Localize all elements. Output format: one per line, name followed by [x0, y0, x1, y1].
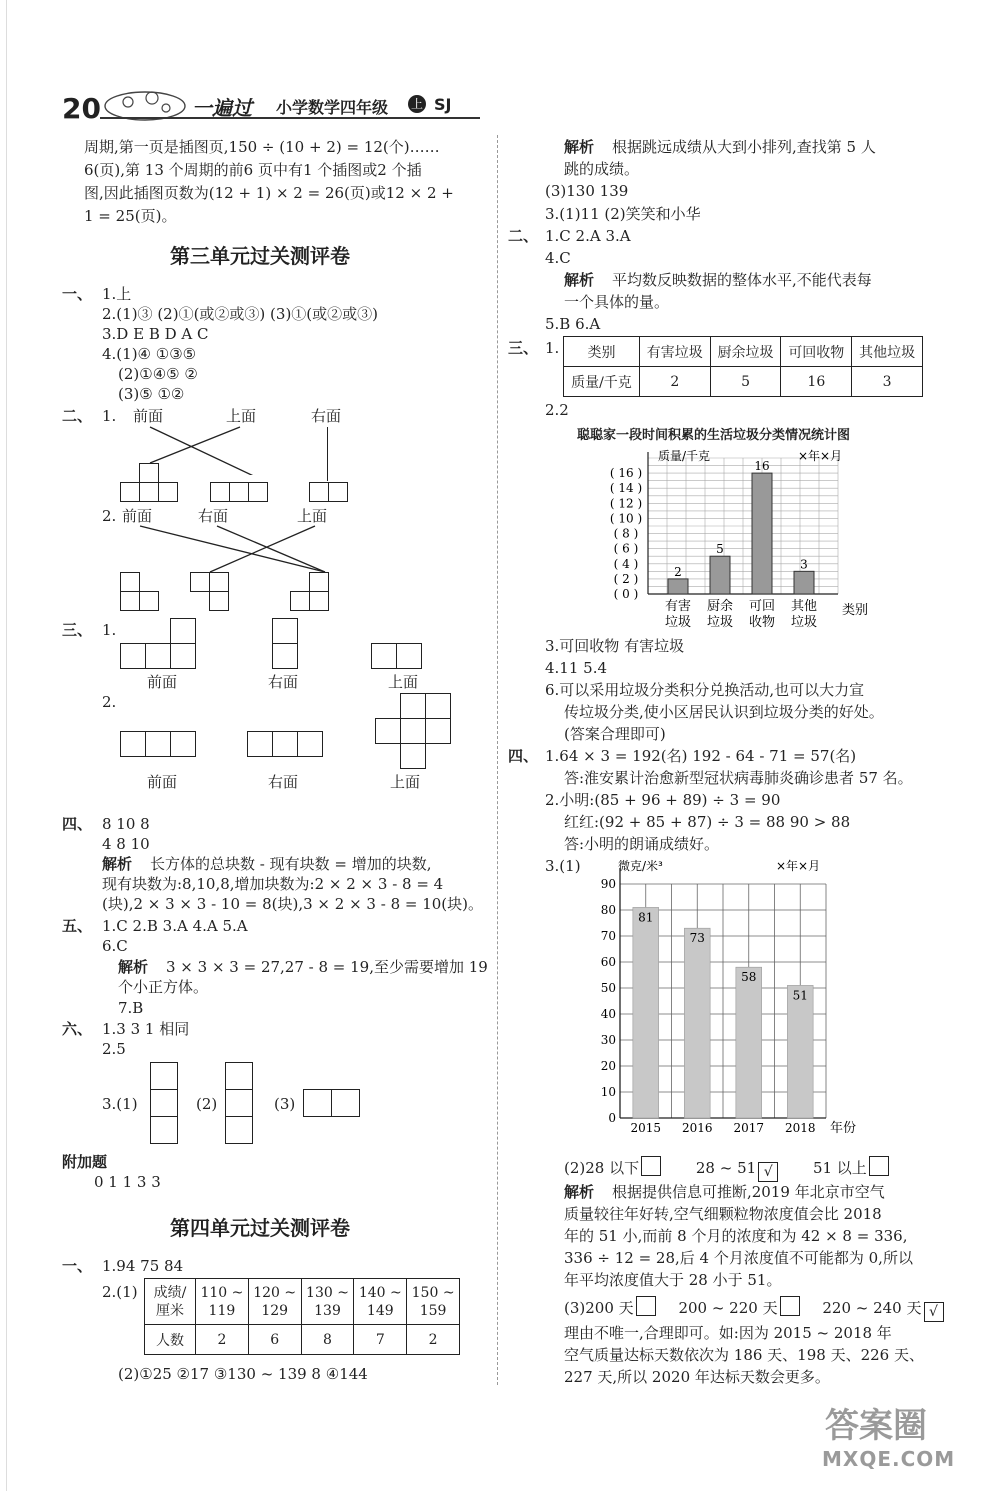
cube-face [272, 618, 298, 644]
cube-face [396, 643, 422, 669]
grade-badge: 上 [408, 95, 426, 113]
answer-line: 2.(1)③ (2)①(或②或③) (3)①(或②或③) [102, 305, 378, 323]
question-number: 3.(1) [545, 857, 581, 875]
intro-line: 1 = 25(页)。 [84, 207, 177, 225]
category-label: 其他 [790, 599, 818, 614]
analysis-text: 336 ÷ 12 = 28,后 4 个月浓度值不可能都为 0,所以 [564, 1249, 913, 1267]
chart1 [590, 444, 880, 634]
answer-line: 传垃圾分类,使小区居民认识到垃圾分类的好处。 [564, 703, 884, 721]
cube-face [400, 743, 426, 769]
section-number: 一、 [62, 285, 93, 303]
question-number: 1. [545, 339, 560, 357]
choice-checkbox[interactable] [641, 1156, 661, 1176]
choice-label: 220 ~ 240 天 [822, 1299, 922, 1317]
category-label: 2018 [784, 1121, 816, 1135]
choice-label: (2)28 以下 [564, 1159, 640, 1177]
choice-checkbox[interactable] [780, 1296, 800, 1316]
answer-line: 2.小明:(85 + 96 + 89) ÷ 3 = 90 [545, 791, 781, 809]
y-tick-label: 60 [600, 955, 616, 969]
table-cell: 人数 [145, 1325, 196, 1355]
bar [710, 556, 730, 594]
reason-text: 空气质量达标天数依次为 186 天、198 天、226 天、 [564, 1346, 924, 1364]
cube-face [170, 618, 196, 644]
reason-text: 理由不唯一,合理即可。如:因为 2015 ~ 2018 年 [564, 1324, 892, 1342]
data-label: 73 [689, 931, 705, 946]
analysis-label: 解析 [118, 958, 149, 976]
question-number: 2. [102, 693, 117, 711]
cube-face [425, 693, 451, 719]
table-header-cell: 可回收物 [781, 337, 852, 367]
intro-line: 图,因此插图页数为(12 + 1) × 2 = 26(页)或12 × 2 + [84, 184, 454, 202]
section-number: 四、 [62, 815, 93, 833]
column-divider [497, 135, 498, 1385]
data-label: 58 [741, 970, 757, 985]
cube-face [309, 482, 329, 502]
y-tick-label: ( 14 ) [609, 481, 643, 496]
answer-line: 1.C 2.A 3.A [545, 227, 631, 245]
left-margin-line [6, 0, 7, 1491]
question-number: 2. [102, 507, 117, 525]
y-tick-label: ( 0 ) [613, 587, 639, 601]
y-tick-label: ( 10 ) [609, 511, 643, 526]
table-header-cell: 140 ~ 149 [354, 1279, 407, 1325]
analysis-text: 年的 51 小,而前 8 个月的浓度和为 42 × 8 = 336, [564, 1227, 908, 1245]
section-number: 一、 [62, 1257, 93, 1275]
cube-face [225, 1116, 253, 1144]
table-header-cell: 其他垃圾 [852, 337, 923, 367]
garbage-table [563, 336, 923, 397]
question-number: 2.(1) [102, 1283, 138, 1301]
header-rule [100, 117, 480, 119]
answer-line: 4.11 5.4 [545, 659, 608, 677]
answer-line: 1.上 [102, 285, 132, 303]
data-label: 2 [674, 564, 682, 579]
answer-line: 5.B 6.A [545, 315, 601, 333]
table-cell: 5 [710, 367, 781, 397]
y-tick-label: ( 12 ) [609, 496, 643, 511]
table-header-cell: 120 ~ 129 [248, 1279, 301, 1325]
cube-face [209, 572, 229, 592]
question-number: (2) [196, 1095, 218, 1113]
cube-face [158, 482, 178, 502]
view-label: 前面 [122, 507, 153, 525]
analysis-text: 长方体的总块数 - 现有块数 = 增加的块数, [150, 855, 432, 873]
cube-face [303, 1089, 332, 1117]
cube-face [139, 591, 159, 611]
table-cell: 2 [196, 1325, 249, 1355]
table-cell: 2 [639, 367, 710, 397]
question-number: 1. [102, 621, 117, 639]
view-label: 右面 [268, 773, 299, 791]
answer-line: (2)①25 ②17 ③130 ~ 139 8 ④144 [118, 1365, 368, 1383]
answer-line: (3)130 139 [545, 182, 629, 200]
section-number: 三、 [508, 339, 539, 357]
view-label: 右面 [311, 407, 342, 425]
answer-line: 6.可以采用垃圾分类积分兑换活动,也可以大力宣 [545, 681, 865, 699]
table-cell: 16 [781, 367, 852, 397]
category-label: 2016 [681, 1121, 713, 1135]
table-header-cell: 类别 [564, 337, 640, 367]
table-header-cell: 厨余垃圾 [710, 337, 781, 367]
cube-face [120, 572, 140, 592]
cube-face [190, 572, 210, 592]
cube-face [210, 482, 230, 502]
table-cell: 质量/千克 [564, 367, 640, 397]
cube-face [371, 643, 397, 669]
cube-face [309, 591, 329, 611]
analysis-text: 3 × 3 × 3 = 27,27 - 8 = 19,至少需要增加 19 [166, 958, 488, 976]
analysis-text: 年平均浓度值大于 28 小于 51。 [564, 1271, 782, 1289]
view-label: 上面 [388, 673, 419, 691]
table-header-cell: 有害垃圾 [639, 337, 710, 367]
data-label: 81 [638, 910, 654, 925]
cube-face [400, 693, 426, 719]
choice-label: 51 以上 [812, 1159, 867, 1177]
table-header-cell: 150 ~ 159 [407, 1279, 460, 1325]
intro-line: 6(页),第 13 个周期的前6 页中有1 个插图或2 个插 [84, 161, 422, 179]
chart1-title: 聪聪家一段时间积累的生活垃圾分类情况统计图 [577, 428, 851, 443]
answer-line: 1.3 3 1 相同 [102, 1020, 190, 1038]
section-number: 五、 [62, 917, 93, 935]
cube-face [375, 718, 401, 744]
choice-checkbox[interactable]: √ [758, 1162, 778, 1182]
y-tick-label: 50 [600, 981, 616, 995]
cube-face [272, 731, 298, 757]
cube-face [272, 643, 298, 669]
bar [684, 928, 710, 1118]
data-label: 3 [800, 557, 808, 572]
question-number: 1. [102, 407, 117, 425]
view-label: 前面 [147, 773, 178, 791]
y-axis-label: 微克/米³ [618, 859, 663, 873]
brand-logo: 一遍过 [192, 96, 252, 120]
cube-face [120, 731, 146, 757]
cube-face [150, 1116, 178, 1144]
cube-face [145, 643, 171, 669]
answer-line: 答:淮安累计治愈新型冠状病毒肺炎确诊患者 57 名。 [564, 769, 913, 787]
watermark-url: MXQE.COM [822, 1447, 956, 1471]
analysis-text: 根据提供信息可推断,2019 年北京市空气 [612, 1183, 885, 1201]
cube-face [229, 482, 249, 502]
category-label: 2017 [733, 1121, 765, 1135]
bar [794, 571, 814, 594]
analysis-label: 解析 [564, 138, 595, 156]
y-tick-label: ( 6 ) [613, 541, 639, 556]
table-cell: 8 [301, 1325, 354, 1355]
y-tick-label: ( 2 ) [613, 571, 639, 586]
bonus-title: 附加题 [62, 1153, 108, 1171]
bar [633, 907, 659, 1118]
x-axis-label: 类别 [842, 603, 869, 618]
cube-face [139, 482, 159, 502]
answer-line: 1.94 75 84 [102, 1257, 184, 1275]
section-number: 二、 [508, 227, 539, 245]
answer-line: 4.(1)④ ①③⑤ [102, 345, 197, 363]
category-label: 垃圾 [790, 615, 818, 630]
y-tick-label: ( 4 ) [613, 556, 639, 571]
table-header-cell: 130 ~ 139 [301, 1279, 354, 1325]
answer-line: 1.64 × 3 = 192(名) 192 - 64 - 71 = 57(名) [545, 747, 857, 765]
score-table [144, 1278, 460, 1355]
answer-line: 4.C [545, 249, 571, 267]
cube-face [309, 572, 329, 592]
view-label: 前面 [133, 407, 164, 425]
analysis-label: 解析 [564, 271, 595, 289]
answer-line: 答:小明的朗诵成绩好。 [564, 835, 720, 853]
view-label: 右面 [198, 507, 229, 525]
answer-line: 3.可回收物 有害垃圾 [545, 637, 685, 655]
y-axis-label: 质量/千克 [658, 449, 711, 463]
intro-line: 周期,第一页是插图页,150 ÷ (10 + 2) = 12(个)…… [84, 138, 440, 156]
cube-face [247, 731, 273, 757]
y-tick-label: 30 [600, 1033, 616, 1047]
date-note: ×年×月 [776, 859, 821, 873]
cube-face [120, 482, 140, 502]
analysis-text: 根据跳远成绩从大到小排列,查找第 5 人 [612, 138, 876, 156]
answer-line: 3.(1)11 (2)笑笑和小华 [545, 205, 701, 223]
question-number: (3) [274, 1095, 296, 1113]
view-label: 上面 [226, 407, 257, 425]
x-axis-label: 年份 [830, 1121, 857, 1136]
cube-face [139, 463, 159, 483]
edition: SJ [434, 95, 452, 114]
cube-face [150, 1062, 178, 1090]
analysis-text: 平均数反映数据的整体水平,不能代表每 [612, 271, 872, 289]
analysis-text: 一个具体的量。 [564, 293, 670, 311]
section-number: 三、 [62, 621, 93, 639]
y-tick-label: 0 [608, 1111, 616, 1125]
answer-line: 2.2 [545, 401, 569, 419]
matching-lines [110, 425, 290, 475]
bonus-answer: 0 1 1 3 3 [94, 1173, 161, 1191]
analysis-label: 解析 [102, 855, 133, 873]
view-label: 前面 [147, 673, 178, 691]
choice-checkbox[interactable] [869, 1156, 889, 1176]
answer-line: 8 10 8 [102, 815, 150, 833]
answer-line: (答案合理即可) [564, 725, 666, 743]
answer-line: 6.C [102, 937, 128, 955]
category-label: 2015 [630, 1121, 662, 1135]
cube-face [290, 591, 310, 611]
cube-face [297, 731, 323, 757]
section-number: 二、 [62, 407, 93, 425]
analysis-label: 解析 [564, 1183, 595, 1201]
reason-text: 227 天,所以 2020 年达标天数会更多。 [564, 1368, 830, 1386]
analysis-text: (块),2 × 3 × 3 - 10 = 8(块),3 × 2 × 3 - 8 = 10(块)。 [102, 895, 484, 913]
answer-line: 7.B [118, 999, 144, 1017]
y-tick-label: 20 [600, 1059, 616, 1073]
y-tick-label: 40 [600, 1007, 616, 1021]
category-label: 垃圾 [706, 615, 734, 630]
y-tick-label: 70 [600, 929, 616, 943]
data-label: 5 [716, 542, 724, 557]
bar [752, 473, 772, 594]
cube-face [170, 731, 196, 757]
bar [787, 985, 813, 1118]
table-cell: 7 [354, 1325, 407, 1355]
data-label: 51 [792, 988, 808, 1003]
cube-face [170, 643, 196, 669]
answer-line: (3)⑤ ①② [118, 385, 185, 403]
section-number: 六、 [62, 1020, 93, 1038]
choice-row [564, 1296, 944, 1322]
cube-face [400, 718, 426, 744]
y-tick-label: 80 [600, 903, 616, 917]
y-tick-label: ( 8 ) [613, 526, 639, 541]
cube-face [120, 643, 146, 669]
watermark-logo: 答案圈 [825, 1406, 927, 1446]
choice-checkbox[interactable]: √ [924, 1302, 944, 1322]
analysis-text: 现有块数为:8,10,8,增加块数为:2 × 2 × 3 - 8 = 4 [102, 875, 444, 893]
cube-face [248, 482, 268, 502]
analysis-text: 个小正方体。 [118, 978, 209, 996]
answer-line: 2.5 [102, 1040, 126, 1058]
section-number: 四、 [508, 747, 539, 765]
table-header-cell: 成绩/厘米 [145, 1279, 196, 1325]
answer-line: 3.D E B D A C [102, 325, 209, 343]
choice-label: 28 ~ 51 [695, 1159, 757, 1177]
header-subtitle: 小学数学四年级 [276, 98, 389, 117]
category-label: 垃圾 [664, 615, 692, 630]
date-note: ×年×月 [798, 449, 843, 463]
cube-face [145, 731, 171, 757]
bar [668, 579, 688, 594]
cube-face [328, 482, 348, 502]
y-tick-label: 10 [600, 1085, 616, 1099]
table-header-cell: 110 ~ 119 [196, 1279, 249, 1325]
y-tick-label: ( 16 ) [609, 466, 643, 481]
unit3-title: 第三单元过关测评卷 [170, 244, 350, 268]
table-cell: 6 [248, 1325, 301, 1355]
category-label: 厨余 [706, 599, 734, 614]
choice-label: (3)200 天 [564, 1299, 634, 1317]
category-label: 有害 [664, 599, 692, 614]
answer-line: 1.C 2.B 3.A 4.A 5.A [102, 917, 248, 935]
unit4-title: 第四单元过关测评卷 [170, 1216, 350, 1240]
analysis-text: 质量较往年好转,空气细颗粒物浓度值会比 2018 [564, 1205, 882, 1223]
page-number: 20 [62, 92, 101, 125]
chart2 [586, 856, 866, 1144]
cube-face [225, 1089, 253, 1117]
y-tick-label: 90 [600, 877, 616, 891]
analysis-text: 跳的成绩。 [564, 160, 640, 178]
answer-line: (2)①④⑤ ② [118, 365, 198, 383]
bar [736, 967, 762, 1118]
matching-line [327, 427, 328, 481]
choice-label: 200 ~ 220 天 [678, 1299, 778, 1317]
choice-row [564, 1156, 889, 1182]
table-cell: 2 [407, 1325, 460, 1355]
view-label: 上面 [297, 507, 328, 525]
cube-face [425, 718, 451, 744]
matching-lines [215, 524, 335, 576]
cube-face [225, 1062, 253, 1090]
cube-face [209, 591, 229, 611]
category-label: 收物 [748, 615, 776, 630]
data-label: 16 [754, 459, 770, 474]
view-label: 上面 [390, 773, 421, 791]
question-number: 3.(1) [102, 1095, 138, 1113]
category-label: 可回 [748, 599, 776, 614]
cube-face [150, 1089, 178, 1117]
answer-line: 红红:(92 + 85 + 87) ÷ 3 = 88 90 > 88 [564, 813, 851, 831]
view-label: 右面 [268, 673, 299, 691]
choice-checkbox[interactable] [636, 1296, 656, 1316]
answer-line: 4 8 10 [102, 835, 150, 853]
cube-face [331, 1089, 360, 1117]
table-cell: 3 [852, 367, 923, 397]
cube-face [120, 591, 140, 611]
